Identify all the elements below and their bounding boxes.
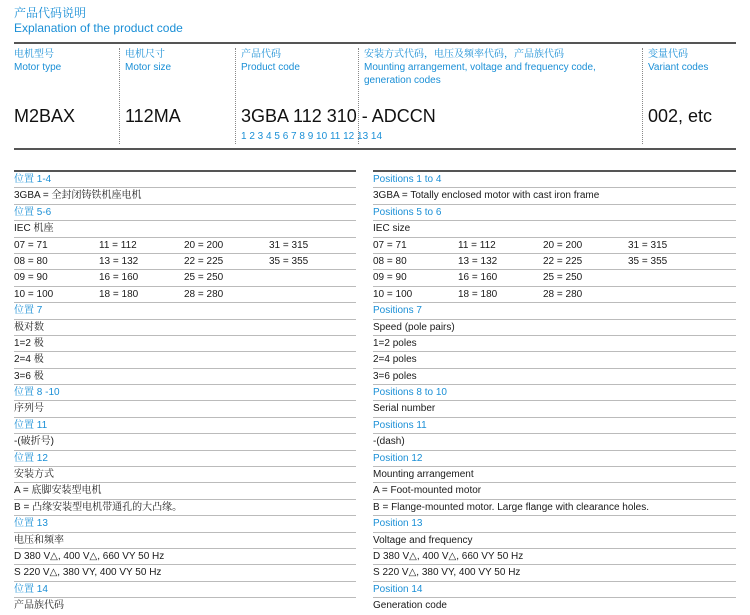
- size-cell: 16 = 160: [458, 272, 498, 284]
- pos-12-option: A = 底脚安装型电机: [14, 483, 356, 499]
- pos-7-desc: 极对数: [14, 320, 356, 336]
- size-cell: 08 = 80: [373, 255, 407, 267]
- size-cell: 07 = 71: [373, 239, 407, 251]
- size-grid-row: [14, 287, 356, 303]
- heading-pos-7: 位置 7: [14, 303, 356, 319]
- size-grid-row: [373, 270, 736, 286]
- size-cell: 20 = 200: [543, 239, 583, 251]
- col-variant-codes-zh: 变量代码: [648, 49, 688, 60]
- size-cell: 10 = 100: [14, 288, 54, 300]
- pos-7-option: 1=2 poles: [373, 336, 736, 352]
- pos-8-10-desc: 序列号: [14, 401, 356, 417]
- size-cell: 25 = 250: [543, 272, 583, 284]
- col-mounting-codes-zh: 安装方式代码，电压及频率代码，产品族代码: [364, 49, 564, 60]
- col-motor-type-zh: 电机型号: [14, 49, 54, 60]
- size-cell: 07 = 71: [14, 239, 48, 251]
- motor-size-value: 112MA: [125, 106, 181, 126]
- heading-pos-8-10: 位置 8 -10: [14, 385, 356, 401]
- product-code-value: 3GBA 112 310 - ADCCN: [241, 106, 436, 126]
- motor-type-value: M2BAX: [14, 106, 76, 126]
- col-motor-size-zh: 电机尺寸: [125, 49, 165, 60]
- positions-pane-zh: [14, 170, 356, 615]
- pos-13-desc: Voltage and frequency: [373, 533, 736, 549]
- size-cell: 13 = 132: [458, 255, 498, 267]
- size-cell: 31 = 315: [269, 239, 309, 251]
- size-cell: 11 = 112: [458, 239, 496, 251]
- col-motor-type-en: Motor type: [14, 62, 62, 73]
- heading-pos-11: 位置 11: [14, 418, 356, 434]
- pos-8-10-desc: Serial number: [373, 401, 736, 417]
- col-motor-type: [14, 44, 110, 148]
- heading-pos-14: 位置 14: [14, 582, 356, 598]
- title-block: [14, 6, 183, 36]
- pos-12-desc: Mounting arrangement: [373, 467, 736, 483]
- col-motor-size: [119, 44, 225, 148]
- col-product-code-en: Product code: [241, 62, 300, 73]
- size-cell: 09 = 90: [14, 272, 48, 284]
- pos-11-desc: -(破折号): [14, 434, 356, 450]
- heading-pos-12: Position 12: [373, 451, 736, 467]
- column-divider: [119, 48, 120, 144]
- size-grid-row: [373, 254, 736, 270]
- heading-pos-13: 位置 13: [14, 516, 356, 532]
- size-cell: 20 = 200: [184, 239, 224, 251]
- pos-7-option: 2=4 poles: [373, 352, 736, 368]
- heading-pos-11: Positions 11: [373, 418, 736, 434]
- pos-7-option: 3=6 极: [14, 369, 356, 385]
- pos-12-option: A = Foot-mounted motor: [373, 483, 736, 499]
- size-cell: 10 = 100: [373, 288, 413, 300]
- pos-1-4-desc: 3GBA = Totally enclosed motor with cast iron frame: [373, 188, 736, 204]
- variant-codes-value: 002, etc: [648, 106, 713, 126]
- pos-13-option: D 380 V△, 400 V△, 660 VY 50 Hz: [373, 549, 736, 565]
- col-motor-size-en: Motor size: [125, 62, 172, 73]
- size-cell: 28 = 280: [184, 288, 224, 300]
- size-grid-row: [14, 238, 356, 254]
- heading-pos-8-10: Positions 8 to 10: [373, 385, 736, 401]
- heading-pos-14: Position 14: [373, 582, 736, 598]
- size-cell: 22 = 225: [184, 255, 224, 267]
- column-divider: [235, 48, 236, 144]
- pos-13-desc: 电压和频率: [14, 533, 356, 549]
- heading-pos-7: Positions 7: [373, 303, 736, 319]
- size-cell: 28 = 280: [543, 288, 583, 300]
- pos-7-option: 3=6 poles: [373, 369, 736, 385]
- pos-7-desc: Speed (pole pairs): [373, 320, 736, 336]
- heading-pos-5-6: Positions 5 to 6: [373, 205, 736, 221]
- size-cell: 18 = 180: [99, 288, 139, 300]
- col-variant-codes-en: Variant codes: [648, 62, 709, 73]
- pos-12-desc: 安装方式: [14, 467, 356, 483]
- heading-pos-5-6: 位置 5-6: [14, 205, 356, 221]
- positions-pane-en: [373, 170, 736, 615]
- position-numbers: 1 2 3 4 5 6 7 8 9 10 11 12 13 14: [241, 131, 383, 142]
- column-divider: [642, 48, 643, 144]
- heading-pos-1-4: 位置 1-4: [14, 172, 356, 188]
- size-cell: 11 = 112: [99, 239, 137, 251]
- col-product-code-zh: 产品代码: [241, 49, 281, 60]
- size-cell: 16 = 160: [99, 272, 139, 284]
- heading-pos-1-4: Positions 1 to 4: [373, 172, 736, 188]
- pos-13-option: S 220 V△, 380 VY, 400 VY 50 Hz: [373, 565, 736, 581]
- pos-5-6-desc: IEC size: [373, 221, 736, 237]
- size-cell: 31 = 315: [628, 239, 668, 251]
- title-en: Explanation of the product code: [14, 21, 183, 35]
- heading-pos-13: Position 13: [373, 516, 736, 532]
- pos-7-option: 1=2 极: [14, 336, 356, 352]
- pos-13-option: D 380 V△, 400 V△, 660 VY 50 Hz: [14, 549, 356, 565]
- size-cell: 25 = 250: [184, 272, 224, 284]
- pos-7-option: 2=4 极: [14, 352, 356, 368]
- column-divider: [358, 48, 359, 144]
- size-grid-row: [14, 254, 356, 270]
- size-cell: 35 = 355: [269, 255, 309, 267]
- product-code-table: [14, 42, 736, 150]
- pos-12-option: B = 凸缘安装型电机带通孔的大凸缘。: [14, 500, 356, 516]
- col-product-code: [235, 44, 436, 148]
- size-cell: 08 = 80: [14, 255, 48, 267]
- size-grid-row: [373, 238, 736, 254]
- col-mounting-codes-en: Mounting arrangement, voltage and frequency code, generation codes: [364, 62, 596, 86]
- pos-13-option: S 220 V△, 380 VY, 400 VY 50 Hz: [14, 565, 356, 581]
- col-mounting-codes: [358, 44, 643, 148]
- size-cell: 18 = 180: [458, 288, 498, 300]
- pos-11-desc: -(dash): [373, 434, 736, 450]
- pos-12-option: B = Flange-mounted motor. Large flange with clearance holes.: [373, 500, 736, 516]
- col-variant-codes: [642, 44, 736, 148]
- size-grid-row: [14, 270, 356, 286]
- title-zh: 产品代码说明: [14, 6, 87, 20]
- heading-pos-12: 位置 12: [14, 451, 356, 467]
- pos-5-6-desc: IEC 机座: [14, 221, 356, 237]
- size-cell: 22 = 225: [543, 255, 583, 267]
- size-grid-row: [373, 287, 736, 303]
- size-cell: 35 = 355: [628, 255, 668, 267]
- size-cell: 13 = 132: [99, 255, 139, 267]
- pos-14-desc: Generation code: [373, 600, 447, 612]
- pos-1-4-desc: 3GBA = 全封闭铸铁机座电机: [14, 188, 356, 204]
- size-cell: 09 = 90: [373, 272, 407, 284]
- pos-14-desc: 产品族代码: [14, 600, 64, 612]
